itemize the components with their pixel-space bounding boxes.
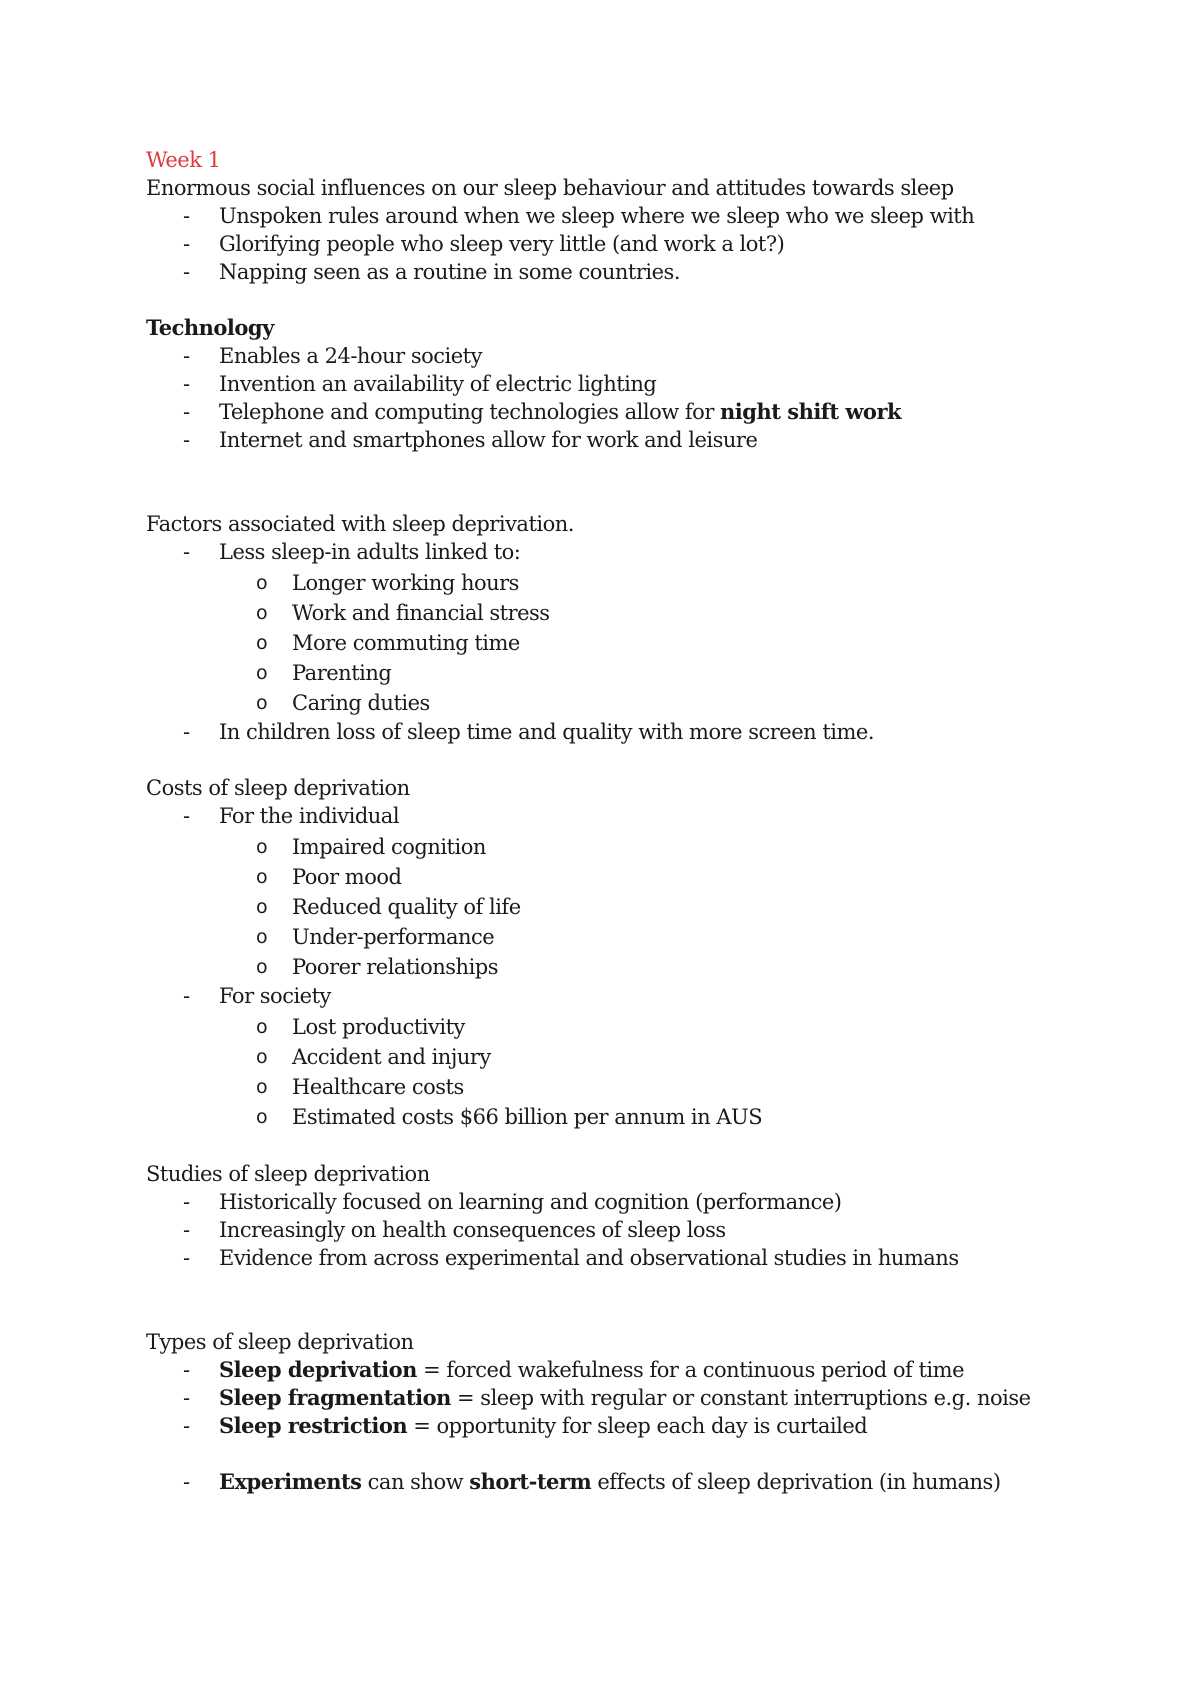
dash-marker: -	[183, 1414, 190, 1438]
sublist-item: o Under-performance	[146, 922, 1140, 952]
sublist-item: o Poor mood	[146, 862, 1140, 892]
factors-sublist	[146, 568, 1140, 718]
sublist-item: o Caring duties	[146, 688, 1140, 718]
bold-phrase: night shift work	[720, 399, 902, 424]
list-item: - Experiments can show short-term effects of sleep deprivation (in humans)	[183, 1469, 1001, 1494]
dash-marker: -	[183, 400, 190, 424]
circle-marker: o	[256, 632, 268, 654]
technology-section	[146, 314, 1140, 454]
technology-heading: Technology	[146, 315, 274, 340]
dash-marker: -	[183, 1190, 190, 1214]
dash-marker: -	[183, 372, 190, 396]
sublist-item: o Parenting	[146, 658, 1140, 688]
list-item: - In children loss of sleep time and quality with more screen time.	[183, 720, 875, 744]
intro-heading: Enormous social influences on our sleep behaviour and attitudes towards sleep	[146, 176, 954, 200]
circle-marker: o	[256, 836, 268, 858]
sublist-item: o Reduced quality of life	[146, 892, 1140, 922]
costs-society-sublist	[146, 1012, 1140, 1132]
list-item: - For the individual	[183, 804, 400, 828]
bold-term: short-term	[469, 1469, 592, 1494]
dash-marker: -	[183, 1246, 190, 1270]
dash-marker: -	[183, 1386, 190, 1410]
circle-marker: o	[256, 602, 268, 624]
circle-marker: o	[256, 866, 268, 888]
circle-marker: o	[256, 926, 268, 948]
sublist-item: o Lost productivity	[146, 1012, 1140, 1042]
dash-marker: -	[183, 1218, 190, 1242]
list-item: - Enables a 24-hour society	[183, 344, 482, 368]
circle-marker: o	[256, 1016, 268, 1038]
list-item: - Telephone and computing technologies allow for night shift work	[183, 399, 902, 424]
sublist-item: o More commuting time	[146, 628, 1140, 658]
bold-term: Sleep fragmentation	[219, 1385, 451, 1410]
list-item: - Less sleep-in adults linked to:	[183, 540, 521, 564]
dash-marker: -	[183, 720, 190, 744]
sublist-item: o Poorer relationships	[146, 952, 1140, 982]
list-item: - For society	[183, 984, 331, 1008]
types-list	[146, 1356, 1140, 1440]
list-item: - Historically focused on learning and cognition (performance)	[183, 1190, 842, 1214]
circle-marker: o	[256, 692, 268, 714]
technology-list	[146, 342, 1140, 454]
types-heading: Types of sleep deprivation	[146, 1330, 414, 1354]
list-item: - Invention an availability of electric lighting	[183, 372, 657, 396]
list-item: - Sleep fragmentation = sleep with regular or constant interruptions e.g. noise	[183, 1385, 1031, 1410]
costs-individual-sublist	[146, 832, 1140, 982]
studies-list	[146, 1188, 1140, 1272]
dash-marker: -	[183, 540, 190, 564]
circle-marker: o	[256, 896, 268, 918]
week-title: Week 1	[146, 148, 221, 172]
bold-term: Sleep deprivation	[219, 1357, 417, 1382]
factors-heading: Factors associated with sleep deprivation.	[146, 512, 574, 536]
list-item: - Internet and smartphones allow for work and leisure	[183, 428, 758, 452]
list-item: - Glorifying people who sleep very little (and work a lot?)	[183, 232, 785, 256]
types-section	[146, 1328, 1140, 1440]
circle-marker: o	[256, 956, 268, 978]
sublist-item: o Estimated costs $66 billion per annum in AUS	[146, 1102, 1140, 1132]
costs-heading: Costs of sleep deprivation	[146, 776, 410, 800]
studies-section	[146, 1160, 1140, 1272]
sublist-item: o Healthcare costs	[146, 1072, 1140, 1102]
costs-section	[146, 774, 1140, 1132]
dash-marker: -	[183, 984, 190, 1008]
factors-section	[146, 510, 1140, 746]
circle-marker: o	[256, 662, 268, 684]
dash-marker: -	[183, 804, 190, 828]
sublist-item: o Work and financial stress	[146, 598, 1140, 628]
list-item: - Increasingly on health consequences of sleep loss	[183, 1218, 726, 1242]
circle-marker: o	[256, 1076, 268, 1098]
sublist-item: o Impaired cognition	[146, 832, 1140, 862]
costs-list-2	[146, 982, 1140, 1010]
sublist-item: o Longer working hours	[146, 568, 1140, 598]
bold-term: Sleep restriction	[219, 1413, 408, 1438]
factors-list-2	[146, 718, 1140, 746]
bold-term: Experiments	[219, 1469, 362, 1494]
factors-list	[146, 538, 1140, 566]
intro-section	[146, 174, 1140, 286]
dash-marker: -	[183, 344, 190, 368]
list-item: - Evidence from across experimental and observational studies in humans	[183, 1246, 959, 1270]
studies-heading: Studies of sleep deprivation	[146, 1162, 430, 1186]
dash-marker: -	[183, 428, 190, 452]
circle-marker: o	[256, 572, 268, 594]
list-item: - Unspoken rules around when we sleep where we sleep who we sleep with	[183, 204, 975, 228]
dash-marker: -	[183, 204, 190, 228]
dash-marker: -	[183, 232, 190, 256]
list-item: - Napping seen as a routine in some countries.	[183, 260, 681, 284]
circle-marker: o	[256, 1046, 268, 1068]
dash-marker: -	[183, 260, 190, 284]
sublist-item: o Accident and injury	[146, 1042, 1140, 1072]
dash-marker: -	[183, 1470, 190, 1494]
intro-list	[146, 202, 1140, 286]
costs-list	[146, 802, 1140, 830]
experiments-list	[146, 1468, 1140, 1496]
dash-marker: -	[183, 1358, 190, 1382]
list-item: - Sleep deprivation = forced wakefulness for a continuous period of time	[183, 1357, 964, 1382]
circle-marker: o	[256, 1106, 268, 1128]
list-item: - Sleep restriction = opportunity for sleep each day is curtailed	[183, 1413, 868, 1438]
